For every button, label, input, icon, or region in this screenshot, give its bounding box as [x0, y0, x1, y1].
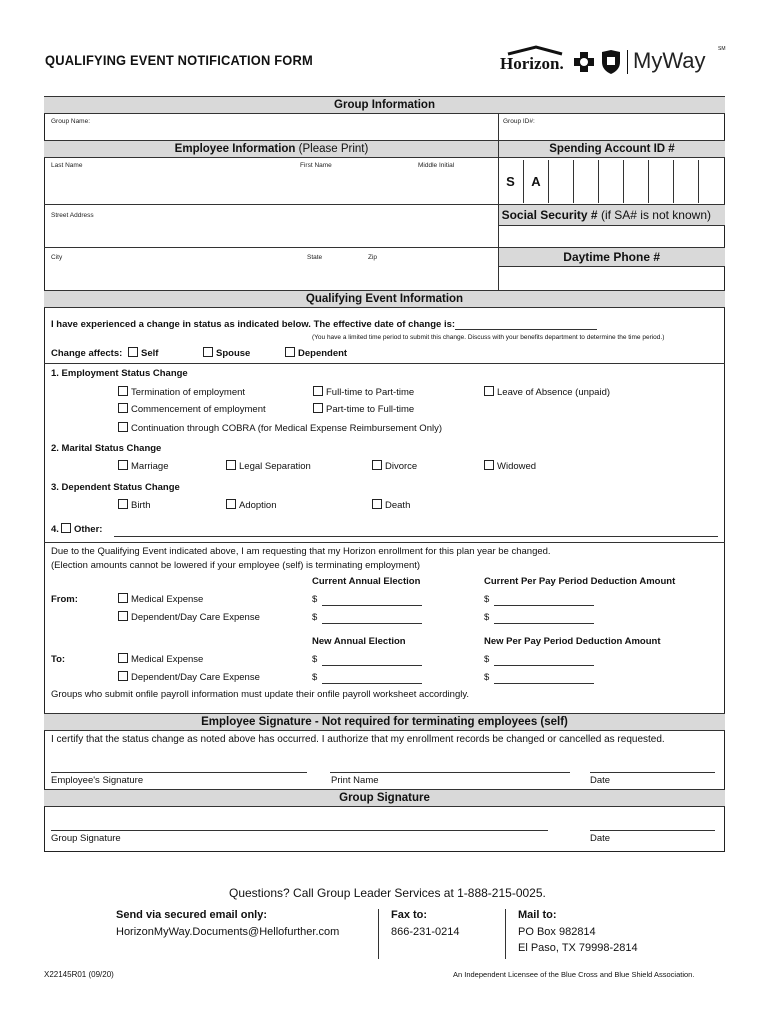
- ssn-subheading: (if SA# is not known): [597, 208, 711, 222]
- sa-digit-cell[interactable]: [698, 160, 725, 203]
- current-annual-heading: Current Annual Election: [312, 576, 421, 587]
- other-checkbox[interactable]: [61, 523, 71, 533]
- leave-of-absence-option[interactable]: [484, 386, 610, 398]
- commencement-checkbox[interactable]: [118, 403, 128, 413]
- licensee-note: An Independent Licensee of the Blue Cross and Blue Shield Association.: [453, 970, 695, 979]
- divorce-checkbox[interactable]: [372, 460, 382, 470]
- service-mark: SM: [718, 46, 726, 52]
- parttime-to-fulltime-checkbox[interactable]: [313, 403, 323, 413]
- current-annual-medical-field[interactable]: [322, 605, 422, 606]
- death-checkbox[interactable]: [372, 499, 382, 509]
- new-per-pay-dependent-care-field[interactable]: [494, 683, 594, 684]
- mail-line-2: El Paso, TX 79998-2814: [518, 942, 638, 954]
- sa-digit-cell[interactable]: [648, 160, 673, 203]
- ssn-bar: [498, 204, 725, 226]
- form-code: X22145R01 (09/20): [44, 970, 114, 979]
- sa-cell-a: A: [523, 160, 548, 203]
- parttime-to-fulltime-label: Part-time to Full-time: [326, 404, 415, 415]
- from-label: From:: [51, 594, 78, 605]
- group-signature-field[interactable]: [51, 830, 548, 831]
- street-address-field[interactable]: [51, 222, 491, 244]
- to-medical-label: Medical Expense: [131, 654, 204, 665]
- death-option[interactable]: [372, 499, 410, 511]
- group-date-label: Date: [590, 833, 611, 844]
- last-name-label: Last Name: [51, 162, 83, 169]
- daytime-phone-bar: Daytime Phone #: [498, 247, 725, 267]
- fulltime-to-parttime-option[interactable]: [313, 386, 414, 398]
- marriage-label: Marriage: [131, 461, 169, 472]
- logo-divider: [627, 50, 628, 74]
- other-label: Other:: [73, 524, 103, 535]
- termination-label: Termination of employment: [131, 387, 246, 398]
- change-affects-label: Change affects:: [51, 348, 123, 359]
- qualifying-event-bar: Qualifying Event Information: [44, 290, 725, 308]
- parttime-to-fulltime-option[interactable]: [313, 403, 414, 415]
- birth-label: Birth: [131, 500, 151, 511]
- new-annual-dependent-care-field[interactable]: [322, 683, 422, 684]
- current-per-pay-medical-field[interactable]: [494, 605, 594, 606]
- commencement-option[interactable]: [118, 403, 266, 415]
- mail-heading: Mail to:: [518, 909, 557, 921]
- adoption-option[interactable]: [226, 499, 277, 511]
- from-medical-label: Medical Expense: [131, 594, 204, 605]
- spending-account-bar: Spending Account ID #: [498, 140, 725, 158]
- logo-area: [500, 44, 728, 80]
- ssn-heading: Social Security #: [501, 208, 598, 222]
- divorce-label: Divorce: [385, 461, 418, 472]
- from-dependent-care-option[interactable]: [118, 611, 260, 623]
- marriage-option[interactable]: [118, 460, 169, 472]
- onfile-note: Groups who submit onfile payroll information must update their onfile payroll worksheet accordingly.: [51, 689, 470, 700]
- current-per-pay-dependent-care-field[interactable]: [494, 623, 594, 624]
- time-period-note: (You have a limited time period to submit this change. Discuss with your benefits department to determine the time period.): [312, 334, 665, 341]
- new-per-pay-medical-field[interactable]: [494, 665, 594, 666]
- employee-info-heading: Employee Information: [174, 143, 296, 155]
- dependent-option[interactable]: [285, 347, 347, 359]
- to-dependent-care-option[interactable]: [118, 671, 260, 683]
- self-checkbox[interactable]: [128, 347, 138, 357]
- leave-of-absence-label: Leave of Absence (unpaid): [497, 387, 611, 398]
- death-label: Death: [385, 500, 411, 511]
- name-field[interactable]: [51, 172, 491, 200]
- from-dependent-care-label: Dependent/Day Care Expense: [131, 612, 260, 623]
- dollar-sign: $: [312, 654, 318, 665]
- horizon-swoosh-icon: [506, 44, 564, 56]
- adoption-label: Adoption: [239, 500, 277, 511]
- blue-cross-icon: [572, 50, 596, 74]
- to-medical-option[interactable]: [118, 653, 203, 665]
- election-line-1: Due to the Qualifying Event indicated above, I am requesting that my Horizon enrollment for this plan year be changed.: [51, 546, 551, 557]
- mail-line-1: PO Box 982814: [518, 926, 596, 938]
- certify-statement: I certify that the status change as noted above has occurred. I authorize that my enrollment records be changed or cancelled as requested.: [51, 734, 665, 745]
- ssn-field[interactable]: [503, 228, 721, 246]
- dependent-status-heading: 3. Dependent Status Change: [51, 482, 180, 493]
- email-address[interactable]: HorizonMyWay.Documents@Hellofurther.com: [116, 926, 340, 938]
- group-name-field[interactable]: [51, 126, 496, 138]
- dollar-sign: $: [312, 672, 318, 683]
- legal-separation-label: Legal Separation: [239, 461, 311, 472]
- from-medical-option[interactable]: [118, 593, 203, 605]
- to-dependent-care-label: Dependent/Day Care Expense: [131, 672, 260, 683]
- street-address-label: Street Address: [51, 212, 94, 219]
- commencement-label: Commencement of employment: [131, 404, 266, 415]
- widowed-label: Widowed: [497, 461, 537, 472]
- group-id-field[interactable]: [503, 126, 721, 138]
- to-dependent-care-checkbox[interactable]: [118, 671, 128, 681]
- leave-of-absence-checkbox[interactable]: [484, 386, 494, 396]
- effective-date-field[interactable]: [455, 329, 597, 330]
- cobra-checkbox[interactable]: [118, 422, 128, 432]
- print-name-field[interactable]: [330, 772, 570, 773]
- self-label: Self: [141, 348, 159, 359]
- sa-digit-cell[interactable]: [598, 160, 623, 203]
- employee-signature-field[interactable]: [51, 772, 307, 773]
- sa-cell-s: S: [506, 174, 515, 189]
- qualifying-intro: I have experienced a change in status as indicated below. The effective date of change is:: [51, 319, 456, 330]
- group-signature-bar: Group Signature: [44, 789, 725, 807]
- group-id-label: Group ID#:: [503, 118, 535, 125]
- cobra-label: Continuation through COBRA (for Medical Expense Reimbursement Only): [131, 423, 443, 434]
- myway-logo: MyWay: [633, 48, 706, 73]
- other-field[interactable]: [114, 536, 718, 537]
- fax-number: 866-231-0214: [391, 926, 460, 938]
- other-number: 4.: [51, 524, 59, 535]
- blue-shield-icon: [600, 49, 622, 75]
- middle-initial-label: Middle Initial: [418, 162, 455, 169]
- widowed-checkbox[interactable]: [484, 460, 494, 470]
- employee-date-field[interactable]: [590, 772, 715, 773]
- first-name-label: First Name: [300, 162, 332, 169]
- dollar-sign: $: [484, 594, 490, 605]
- form-title: QUALIFYING EVENT NOTIFICATION FORM: [45, 52, 313, 68]
- birth-option[interactable]: [118, 499, 151, 511]
- group-date-field[interactable]: [590, 830, 715, 831]
- city-label: City: [51, 254, 63, 261]
- other-option[interactable]: [51, 523, 102, 535]
- employee-date-label: Date: [590, 775, 611, 786]
- election-line-2: (Election amounts cannot be lowered if your employee (self) is terminating employment): [51, 560, 421, 571]
- horizon-logo: Horizon.: [500, 54, 564, 73]
- zip-label: Zip: [368, 254, 378, 261]
- spouse-option[interactable]: [203, 347, 250, 359]
- fulltime-to-parttime-label: Full-time to Part-time: [326, 387, 415, 398]
- sa-digit-cell[interactable]: [623, 160, 648, 203]
- cobra-option[interactable]: [118, 422, 442, 434]
- legal-separation-option[interactable]: [226, 460, 311, 472]
- termination-option[interactable]: [118, 386, 245, 398]
- self-option[interactable]: [128, 347, 158, 359]
- current-annual-dependent-care-field[interactable]: [322, 623, 422, 624]
- dependent-checkbox[interactable]: [285, 347, 295, 357]
- dollar-sign: $: [312, 612, 318, 623]
- divorce-option[interactable]: [372, 460, 417, 472]
- spouse-label: Spouse: [216, 348, 251, 359]
- sa-digit-cell[interactable]: [548, 160, 573, 203]
- dollar-sign: $: [312, 594, 318, 605]
- employee-info-bar: [44, 140, 499, 158]
- new-per-pay-heading: New Per Pay Period Deduction Amount: [484, 636, 661, 647]
- sa-digit-cell[interactable]: [573, 160, 598, 203]
- legal-separation-checkbox[interactable]: [226, 460, 236, 470]
- city-state-zip-field[interactable]: [51, 264, 491, 288]
- group-info-bar: Group Information: [44, 96, 725, 114]
- current-per-pay-heading: Current Per Pay Period Deduction Amount: [484, 576, 676, 587]
- questions-line: Questions? Call Group Leader Services at 1-888-215-0025.: [229, 886, 546, 900]
- from-dependent-care-checkbox[interactable]: [118, 611, 128, 621]
- employment-heading: 1. Employment Status Change: [51, 368, 188, 379]
- dollar-sign: $: [484, 654, 490, 665]
- group-signature-label: Group Signature: [51, 833, 121, 844]
- spouse-checkbox[interactable]: [203, 347, 213, 357]
- dollar-sign: $: [484, 612, 490, 623]
- dependent-label: Dependent: [298, 348, 348, 359]
- employee-info-subheading: (Please Print): [295, 143, 369, 155]
- state-label: State: [307, 254, 323, 261]
- marital-heading: 2. Marital Status Change: [51, 443, 162, 454]
- daytime-phone-field[interactable]: [503, 270, 721, 288]
- fulltime-to-parttime-checkbox[interactable]: [313, 386, 323, 396]
- to-medical-checkbox[interactable]: [118, 653, 128, 663]
- print-name-label: Print Name: [331, 775, 379, 786]
- new-annual-heading: New Annual Election: [312, 636, 406, 647]
- sa-digit-cell[interactable]: [673, 160, 698, 203]
- fax-heading: Fax to:: [391, 909, 428, 921]
- dollar-sign: $: [484, 672, 490, 683]
- marriage-checkbox[interactable]: [118, 460, 128, 470]
- employee-signature-label: Employee's Signature: [51, 775, 144, 786]
- group-name-label: Group Name:: [51, 118, 91, 125]
- widowed-option[interactable]: [484, 460, 536, 472]
- email-heading: Send via secured email only:: [116, 909, 268, 921]
- birth-checkbox[interactable]: [118, 499, 128, 509]
- from-medical-checkbox[interactable]: [118, 593, 128, 603]
- new-annual-medical-field[interactable]: [322, 665, 422, 666]
- adoption-checkbox[interactable]: [226, 499, 236, 509]
- to-label: To:: [51, 654, 66, 665]
- employee-signature-bar: Employee Signature - Not required for terminating employees (self): [44, 713, 725, 731]
- termination-checkbox[interactable]: [118, 386, 128, 396]
